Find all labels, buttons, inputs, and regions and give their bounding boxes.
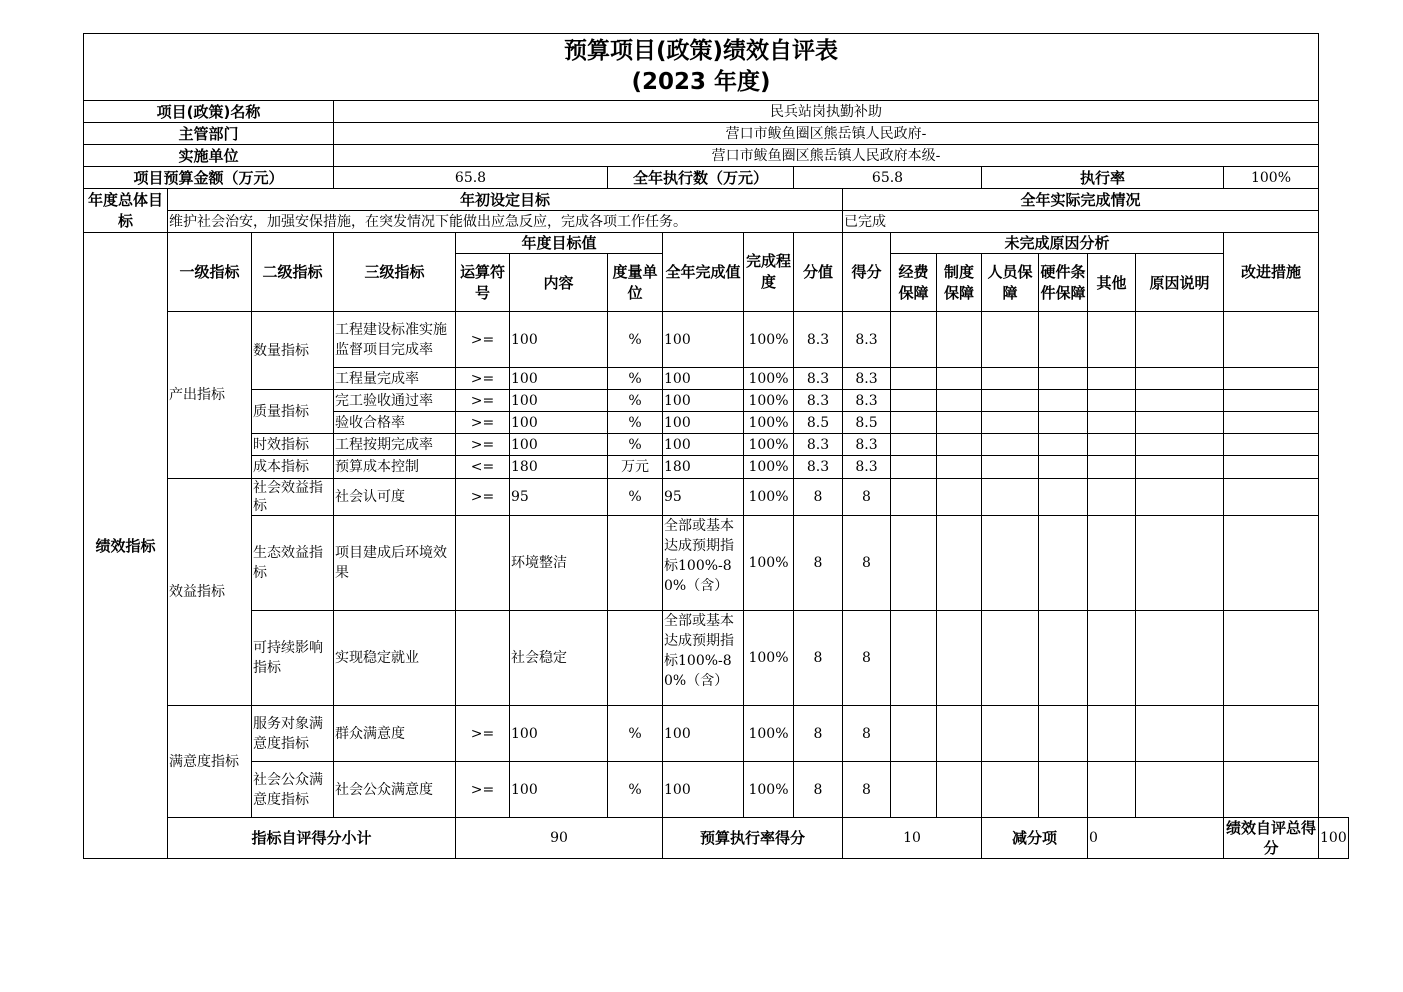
performance-self-evaluation-sheet <box>83 33 1349 859</box>
score-value-cell: 8 <box>794 516 843 611</box>
header-completion-degree: 完成程度 <box>744 233 794 312</box>
header-reason-other: 其他 <box>1088 254 1136 312</box>
operator-cell: >= <box>456 434 510 456</box>
department-value: 营口市鲅鱼圈区熊岳镇人民政府- <box>334 123 1319 145</box>
title-line2: (2023 年度) <box>631 69 771 95</box>
header-operator: 运算符号 <box>456 254 510 312</box>
level3-cell: 项目建成后环境效果 <box>334 516 456 611</box>
annual-execution-label: 全年执行数（万元） <box>608 167 794 189</box>
header-score-value: 分值 <box>794 233 843 312</box>
actual-cell: 全部或基本达成预期指标100%-80%（含） <box>663 611 744 706</box>
operator-cell: >= <box>456 312 510 368</box>
actual-cell: 100 <box>663 434 744 456</box>
annual-execution-value: 65.8 <box>794 167 982 189</box>
score-value-cell: 8.3 <box>794 312 843 368</box>
level2-cell: 服务对象满意度指标 <box>252 706 334 762</box>
level3-cell: 工程建设标准实施监督项目完成率 <box>334 312 456 368</box>
header-reason-staff: 人员保障 <box>982 254 1039 312</box>
content-cell: 100 <box>510 368 608 390</box>
content-cell: 180 <box>510 456 608 479</box>
score-cell: 8 <box>843 516 891 611</box>
unit-cell: % <box>608 312 663 368</box>
unit-cell <box>608 516 663 611</box>
unit-cell: % <box>608 434 663 456</box>
header-reasons: 未完成原因分析 <box>891 233 1224 254</box>
score-value-cell: 8 <box>794 479 843 516</box>
level2-cell: 社会效益指标 <box>252 479 334 516</box>
level1-satisfaction: 满意度指标 <box>168 706 252 818</box>
actual-completion-label: 全年实际完成情况 <box>843 189 1319 211</box>
total-score-value: 100 <box>1319 818 1349 859</box>
operator-cell: >= <box>456 706 510 762</box>
unit-cell: % <box>608 390 663 412</box>
header-annual-target: 年度目标值 <box>456 233 663 254</box>
unit-cell: % <box>608 412 663 434</box>
level3-cell: 预算成本控制 <box>334 456 456 479</box>
score-cell: 8 <box>843 706 891 762</box>
level1-output: 产出指标 <box>168 312 252 479</box>
degree-cell: 100% <box>744 456 794 479</box>
score-cell: 8.3 <box>843 312 891 368</box>
score-value-cell: 8.3 <box>794 368 843 390</box>
performance-indicators-label: 绩效指标 <box>84 233 168 859</box>
implementing-unit-label: 实施单位 <box>84 145 334 167</box>
score-cell: 8 <box>843 762 891 818</box>
level3-cell: 社会认可度 <box>334 479 456 516</box>
score-cell: 8.3 <box>843 456 891 479</box>
initial-goal-text: 维护社会治安，加强安保措施，在突发情况下能做出应急反应，完成各项工作任务。 <box>168 211 843 233</box>
header-reason-funding: 经费保障 <box>891 254 937 312</box>
operator-cell <box>456 611 510 706</box>
level1-benefit: 效益指标 <box>168 479 252 706</box>
unit-cell: % <box>608 706 663 762</box>
score-cell: 8.3 <box>843 434 891 456</box>
initial-goal-label: 年初设定目标 <box>168 189 843 211</box>
actual-cell: 95 <box>663 479 744 516</box>
score-cell: 8.5 <box>843 412 891 434</box>
subtotal-label: 指标自评得分小计 <box>168 818 456 859</box>
score-value-cell: 8.3 <box>794 456 843 479</box>
degree-cell: 100% <box>744 611 794 706</box>
level3-cell: 验收合格率 <box>334 412 456 434</box>
actual-cell: 100 <box>663 312 744 368</box>
subtotal-value: 90 <box>456 818 663 859</box>
actual-cell: 100 <box>663 762 744 818</box>
table-row <box>84 611 1349 706</box>
header-reason-system: 制度保障 <box>937 254 982 312</box>
table-row <box>84 456 1349 479</box>
degree-cell: 100% <box>744 412 794 434</box>
execution-rate-value: 100% <box>1224 167 1319 189</box>
content-cell: 100 <box>510 412 608 434</box>
content-cell: 100 <box>510 762 608 818</box>
degree-cell: 100% <box>744 368 794 390</box>
header-actual-value: 全年完成值 <box>663 233 744 312</box>
actual-cell: 100 <box>663 368 744 390</box>
budget-score-value: 10 <box>843 818 982 859</box>
score-cell: 8.3 <box>843 390 891 412</box>
evaluation-table <box>83 33 1349 859</box>
title-line1: 预算项目(政策)绩效自评表 <box>563 38 839 64</box>
score-cell: 8 <box>843 611 891 706</box>
level2-cell: 数量指标 <box>252 312 334 390</box>
operator-cell: >= <box>456 412 510 434</box>
unit-cell: % <box>608 762 663 818</box>
table-row <box>84 762 1349 818</box>
budget-amount-value: 65.8 <box>334 167 608 189</box>
score-cell: 8.3 <box>843 368 891 390</box>
degree-cell: 100% <box>744 516 794 611</box>
content-cell: 100 <box>510 706 608 762</box>
content-cell: 社会稳定 <box>510 611 608 706</box>
level3-cell: 完工验收通过率 <box>334 390 456 412</box>
content-cell: 环境整洁 <box>510 516 608 611</box>
table-row <box>84 312 1349 368</box>
table-row <box>84 434 1349 456</box>
budget-amount-label: 项目预算金额（万元） <box>84 167 334 189</box>
actual-cell: 100 <box>663 706 744 762</box>
score-value-cell: 8 <box>794 706 843 762</box>
level2-cell: 成本指标 <box>252 456 334 479</box>
degree-cell: 100% <box>744 762 794 818</box>
annual-goal-label: 年度总体目标 <box>84 189 168 233</box>
header-level3: 三级指标 <box>334 233 456 312</box>
operator-cell: >= <box>456 762 510 818</box>
execution-rate-label: 执行率 <box>982 167 1224 189</box>
project-name-label: 项目(政策)名称 <box>84 101 334 123</box>
header-level2: 二级指标 <box>252 233 334 312</box>
level2-cell: 质量指标 <box>252 390 334 434</box>
deduction-value: 0 <box>1088 818 1224 859</box>
unit-cell: % <box>608 368 663 390</box>
table-row <box>84 479 1349 516</box>
implementing-unit-value: 营口市鲅鱼圈区熊岳镇人民政府本级- <box>334 145 1319 167</box>
score-value-cell: 8.3 <box>794 434 843 456</box>
table-row <box>84 390 1349 412</box>
header-reason-note: 原因说明 <box>1136 254 1224 312</box>
content-cell: 100 <box>510 390 608 412</box>
content-cell: 100 <box>510 312 608 368</box>
degree-cell: 100% <box>744 390 794 412</box>
score-value-cell: 8 <box>794 611 843 706</box>
operator-cell: >= <box>456 390 510 412</box>
actual-cell: 100 <box>663 412 744 434</box>
degree-cell: 100% <box>744 706 794 762</box>
unit-cell <box>608 611 663 706</box>
level3-cell: 工程按期完成率 <box>334 434 456 456</box>
level3-cell: 工程量完成率 <box>334 368 456 390</box>
level2-cell: 可持续影响指标 <box>252 611 334 706</box>
level2-cell: 社会公众满意度指标 <box>252 762 334 818</box>
table-row <box>84 706 1349 762</box>
deduction-label: 减分项 <box>982 818 1088 859</box>
header-reason-hardware: 硬件条件保障 <box>1039 254 1088 312</box>
actual-cell: 180 <box>663 456 744 479</box>
operator-cell <box>456 516 510 611</box>
header-improvement: 改进措施 <box>1224 233 1319 312</box>
level2-cell: 时效指标 <box>252 434 334 456</box>
operator-cell: <= <box>456 456 510 479</box>
operator-cell: >= <box>456 479 510 516</box>
header-level1: 一级指标 <box>168 233 252 312</box>
actual-cell: 100 <box>663 390 744 412</box>
total-score-label: 绩效自评总得分 <box>1224 818 1319 859</box>
score-cell: 8 <box>843 479 891 516</box>
header-content: 内容 <box>510 254 608 312</box>
unit-cell: % <box>608 479 663 516</box>
level3-cell: 群众满意度 <box>334 706 456 762</box>
actual-cell: 全部或基本达成预期指标100%-80%（含） <box>663 516 744 611</box>
header-score: 得分 <box>843 233 891 312</box>
level3-cell: 实现稳定就业 <box>334 611 456 706</box>
header-unit: 度量单位 <box>608 254 663 312</box>
level2-cell: 生态效益指标 <box>252 516 334 611</box>
degree-cell: 100% <box>744 479 794 516</box>
score-value-cell: 8.3 <box>794 390 843 412</box>
level3-cell: 社会公众满意度 <box>334 762 456 818</box>
actual-completion-text: 已完成 <box>843 211 1319 233</box>
score-value-cell: 8 <box>794 762 843 818</box>
operator-cell: >= <box>456 368 510 390</box>
project-name-value: 民兵站岗执勤补助 <box>334 101 1319 123</box>
sheet-title <box>84 34 1319 101</box>
degree-cell: 100% <box>744 434 794 456</box>
content-cell: 95 <box>510 479 608 516</box>
degree-cell: 100% <box>744 312 794 368</box>
budget-score-label: 预算执行率得分 <box>663 818 843 859</box>
content-cell: 100 <box>510 434 608 456</box>
department-label: 主管部门 <box>84 123 334 145</box>
table-row <box>84 516 1349 611</box>
score-value-cell: 8.5 <box>794 412 843 434</box>
unit-cell: 万元 <box>608 456 663 479</box>
